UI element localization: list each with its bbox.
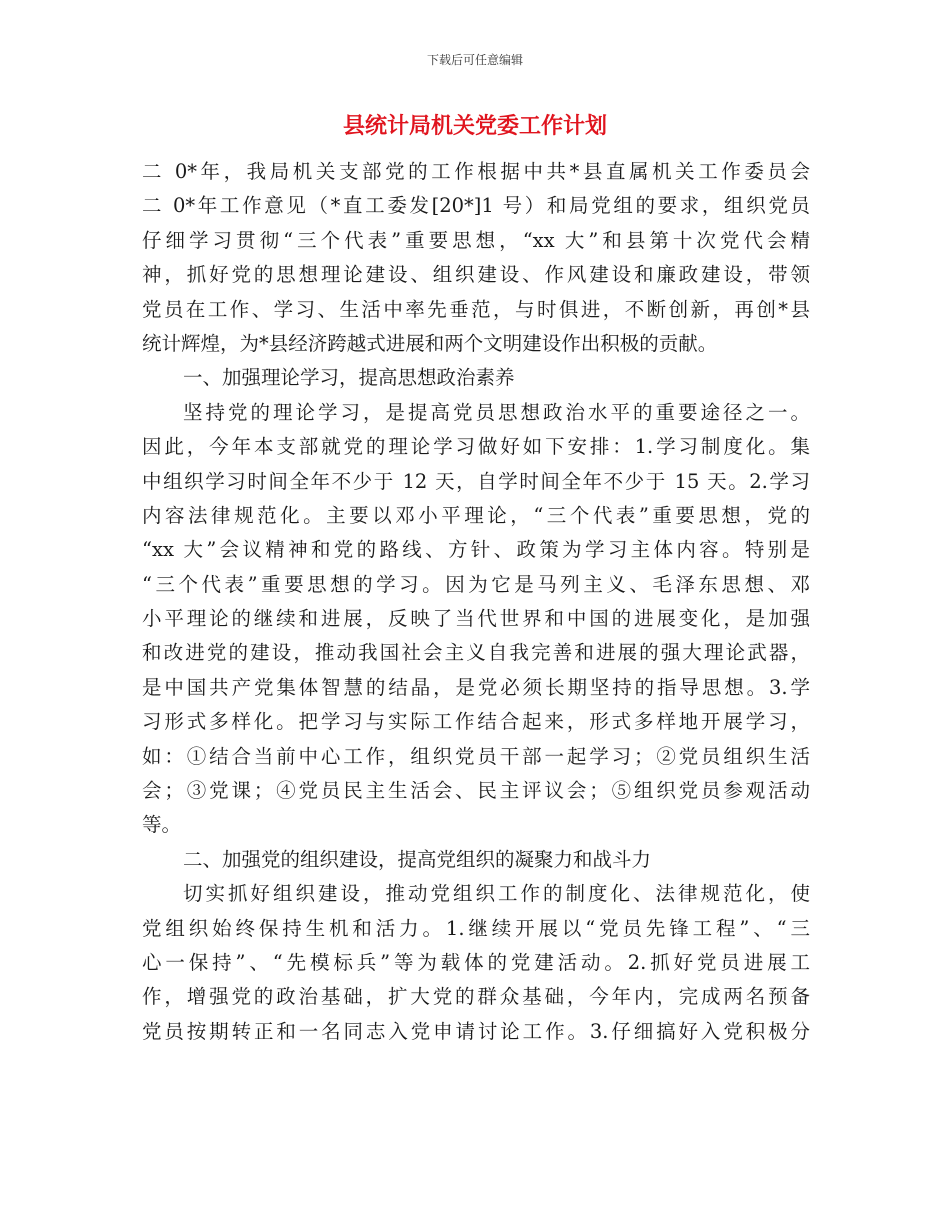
- body-line: 如：①结合当前中心工作，组织党员干部一起学习；②党员组织生活: [142, 744, 810, 768]
- body-line: 二 0*年，我局机关支部党的工作根据中共*县直属机关工作委员会: [142, 160, 810, 183]
- body-line: “三个代表”重要思想的学习。因为它是马列主义、毛泽东思想、邓: [142, 572, 810, 596]
- body-line: 和改进党的建设，推动我国社会主义自我完善和进展的强大理论武器，: [142, 641, 810, 665]
- page-header-note: 下载后可任意编辑: [426, 53, 523, 67]
- document-title: 县统计局机关党委工作计划: [342, 114, 607, 139]
- body-line: 会；③党课；④党员民主生活会、民主评议会；⑤组织党员参观活动: [142, 779, 810, 803]
- body-line: 坚持党的理论学习，是提高党员思想政治水平的重要途径之一。: [183, 400, 810, 424]
- body-line: 党员按期转正和一名同志入党申请讨论工作。3.仔细搞好入党积极分: [142, 1019, 810, 1043]
- body-line: 是中国共产党集体智慧的结晶，是党必须长期坚持的指导思想。3.学: [142, 675, 810, 699]
- body-line: 统计辉煌，为*县经济跨越式进展和两个文明建设作出积极的贡献。: [142, 331, 718, 355]
- body-line: 内容法律规范化。主要以邓小平理论，“三个代表”重要思想，党的: [142, 503, 810, 527]
- body-line: 中组织学习时间全年不少于 12 天，自学时间全年不少于 15 天。2.学习: [142, 469, 810, 493]
- section-heading-2: 二、加强党的组织建设，提高党组织的凝聚力和战斗力: [183, 847, 652, 871]
- body-line: 仔细学习贯彻“三个代表”重要思想，“xx 大”和县第十次党代会精: [142, 228, 810, 252]
- body-line: 等。: [142, 813, 182, 837]
- body-line: 心一保持”、“先模标兵”等为载体的党建活动。2.抓好党员进展工: [142, 950, 810, 974]
- body-line: 二 0*年工作意见（*直工委发[20*]1 号）和局党组的要求，组织党员: [142, 194, 810, 218]
- body-line: 切实抓好组织建设，推动党组织工作的制度化、法律规范化，使: [183, 882, 810, 906]
- body-line: 小平理论的继续和进展，反映了当代世界和中国的进展变化，是加强: [142, 607, 810, 631]
- body-line: 作，增强党的政治基础，扩大党的群众基础，今年内，完成两名预备: [142, 985, 810, 1009]
- body-line: 习形式多样化。把学习与实际工作结合起来，形式多样地开展学习，: [142, 710, 810, 734]
- body-line: 党组织始终保持生机和活力。1.继续开展以“党员先锋工程”、“三: [142, 916, 810, 940]
- body-line: 因此，今年本支部就党的理论学习做好如下安排：1.学习制度化。集: [142, 435, 810, 459]
- section-heading-1: 一、加强理论学习，提高思想政治素养: [183, 366, 515, 390]
- body-line: 党员在工作、学习、生活中率先垂范，与时俱进，不断创新，再创*县: [142, 297, 810, 321]
- body-line: 神，抓好党的思想理论建设、组织建设、作风建设和廉政建设，带领: [142, 263, 810, 287]
- document-body: [142, 155, 810, 1049]
- body-line: “xx 大”会议精神和党的路线、方针、政策为学习主体内容。特别是: [142, 538, 810, 562]
